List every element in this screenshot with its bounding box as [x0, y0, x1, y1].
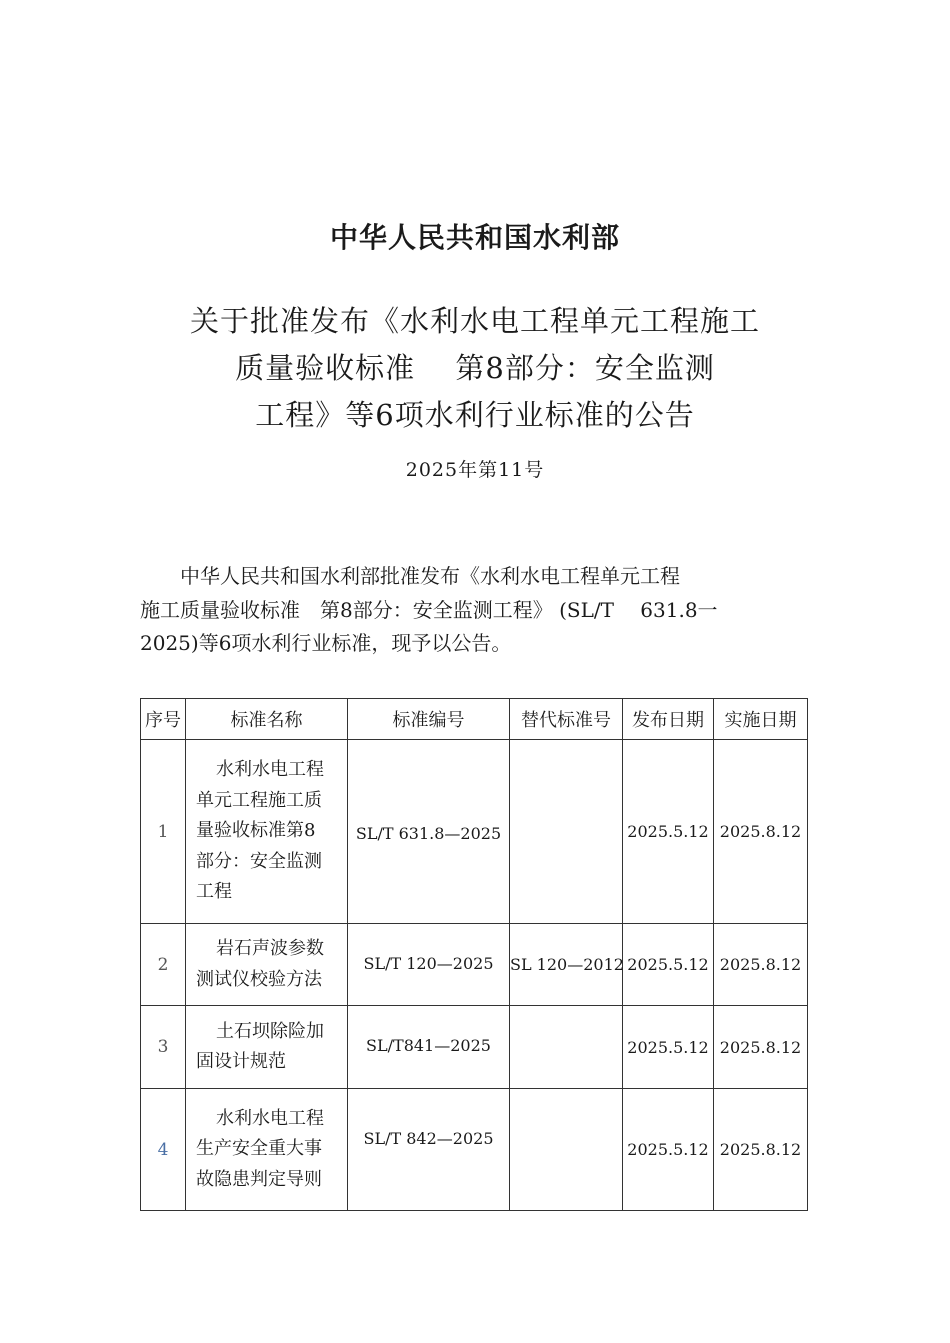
row-replaces [510, 1089, 623, 1211]
issuing-organization: 中华人民共和国水利部 [329, 221, 620, 254]
header-publish-date: 发布日期 [623, 699, 714, 740]
name-line: 水利水电工程 [216, 759, 324, 781]
name-line: 生产安全重大事 [196, 1138, 322, 1160]
row-replaces [510, 1006, 623, 1089]
title-line: 工程》等6项水利行业标准的公告 [255, 398, 695, 432]
row-standard-name [186, 1089, 348, 1211]
title-line: 质量验收标准 第8部分：安全监测 [235, 351, 715, 385]
announcement-title [0, 298, 950, 439]
header-effective-date: 实施日期 [714, 699, 808, 740]
title-line: 关于批准发布《水利水电工程单元工程施工 [189, 304, 760, 338]
row-seq: 1 [141, 740, 186, 924]
row-standard-code [348, 1089, 510, 1211]
row-standard-name [186, 924, 348, 1006]
row-effective-date: 2025.8.12 [714, 740, 808, 924]
header-name: 标准名称 [186, 699, 348, 740]
row-effective-date: 2025.8.12 [714, 1006, 808, 1089]
table-row [141, 740, 808, 924]
name-line: 岩石声波参数 [216, 938, 324, 959]
name-line: 故隐患判定导则 [196, 1168, 322, 1190]
row-replaces: SL 120—2012 [510, 924, 623, 1006]
name-line: 水利水电工程 [216, 1107, 324, 1129]
table-header-row [141, 699, 808, 740]
row-replaces [510, 740, 623, 924]
name-line: 部分：安全监测 [196, 850, 322, 872]
row-standard-code [348, 924, 510, 1006]
row-publish-date: 2025.5.12 [623, 924, 714, 1006]
paragraph-line: 施工质量验收标准 第8部分：安全监测工程》 (SL/T 631.8一 [140, 597, 718, 622]
paragraph-line: 中华人民共和国水利部批准发布《水利水电工程单元工程 [140, 564, 680, 588]
row-standard-code [348, 740, 510, 924]
code-text: SL/T841—2025 [366, 1036, 491, 1055]
name-line: 工程 [196, 881, 232, 903]
row-publish-date: 2025.5.12 [623, 1006, 714, 1089]
table-row [141, 1006, 808, 1089]
row-standard-name [186, 740, 348, 924]
name-line: 单元工程施工质 [196, 789, 322, 811]
row-seq: 3 [141, 1006, 186, 1089]
code-text: SL/T 120—2025 [363, 954, 494, 973]
code-text: SL/T 842—2025 [363, 1129, 494, 1148]
announcement-paragraph [140, 560, 805, 661]
row-standard-code [348, 1006, 510, 1089]
row-effective-date: 2025.8.12 [714, 1089, 808, 1211]
name-line: 测试仪校验方法 [196, 968, 322, 990]
name-line: 量验收标准第8 [196, 820, 316, 842]
table-row [141, 1089, 808, 1211]
row-seq: 4 [141, 1089, 186, 1211]
standards-table [140, 698, 808, 1211]
header-code: 标准编号 [348, 699, 510, 740]
name-line: 固设计规范 [196, 1051, 286, 1072]
code-text: SL/T 631.8—2025 [355, 824, 502, 843]
table-row [141, 924, 808, 1006]
document-number: 2025年第11号 [405, 459, 545, 481]
paragraph-line: 2025)等6项水利行业标准，现予以公告。 [140, 631, 512, 655]
row-standard-name [186, 1006, 348, 1089]
header-replaces: 替代标准号 [510, 699, 623, 740]
row-effective-date: 2025.8.12 [714, 924, 808, 1006]
row-seq: 2 [141, 924, 186, 1006]
row-publish-date: 2025.5.12 [623, 1089, 714, 1211]
header-seq: 序号 [141, 699, 186, 740]
row-publish-date: 2025.5.12 [623, 740, 714, 924]
name-line: 土石坝除险加 [216, 1020, 324, 1042]
